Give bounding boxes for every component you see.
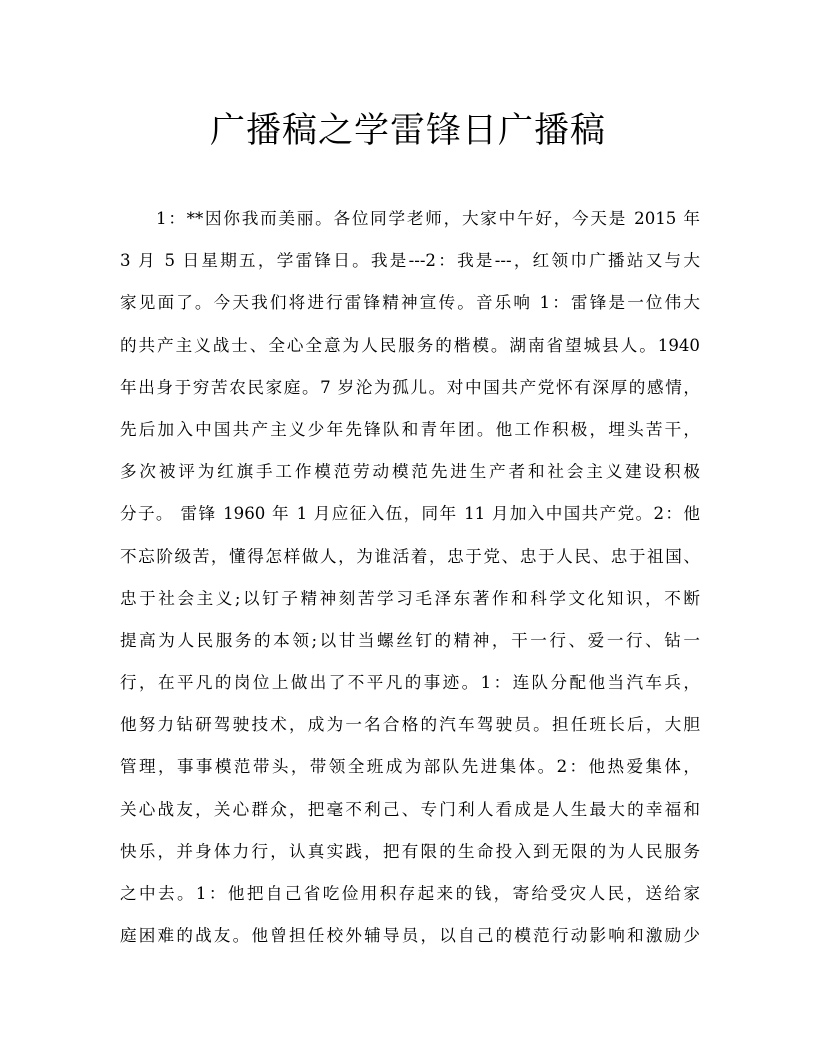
- body-line: 先后加入中国共产主义少年先锋队和青年团。他工作积极，埋头苦干，: [120, 419, 700, 439]
- body-line: 3 月 5 日星期五，学雷锋日。我是---2：我是---，红领巾广播站又与大: [120, 251, 700, 271]
- body-line: 的共产主义战士、全心全意为人民服务的楷模。湖南省望城县人。1940: [120, 335, 700, 355]
- body-line: 行，在平凡的岗位上做出了不平凡的事迹。1：连队分配他当汽车兵，: [120, 673, 700, 693]
- body-line: 他努力钻研驾驶技术，成为一名合格的汽车驾驶员。担任班长后，大胆: [120, 715, 700, 735]
- body-line: 关心战友，关心群众，把毫不利己、专门利人看成是人生最大的幸福和: [120, 799, 700, 819]
- body-line: 忠于社会主义;以钉子精神刻苦学习毛泽东著作和科学文化知识，不断: [120, 588, 700, 608]
- body-line: 管理，事事模范带头，带领全班成为部队先进集体。2：他热爱集体，: [120, 757, 700, 777]
- body-line: 家见面了。今天我们将进行雷锋精神宣传。音乐响 1：雷锋是一位伟大: [120, 293, 700, 313]
- body-line: 多次被评为红旗手工作模范劳动模范先进生产者和社会主义建设积极: [120, 462, 700, 482]
- document-title: 广播稿之学雷锋日广播稿: [209, 111, 606, 151]
- body-line: 1：**因你我而美丽。各位同学老师，大家中午好，今天是 2015 年: [156, 209, 700, 228]
- body-line: 庭困难的战友。他曾担任校外辅导员，以自己的模范行动影响和激励少: [120, 926, 700, 946]
- body-line: 快乐，并身体力行，认真实践，把有限的生命投入到无限的为人民服务: [120, 841, 700, 861]
- document-body: [120, 198, 700, 957]
- body-line: 提高为人民服务的本领;以甘当螺丝钉的精神，干一行、爱一行、钻一: [120, 630, 700, 650]
- body-line: 分子。 雷锋 1960 年 1 月应征入伍，同年 11 月加入中国共产党。2：他: [120, 504, 700, 524]
- body-line: 不忘阶级苦，懂得怎样做人，为谁活着，忠于党、忠于人民、忠于祖国、: [120, 546, 700, 566]
- body-line: 年出身于穷苦农民家庭。7 岁沦为孤儿。对中国共产党怀有深厚的感情，: [120, 377, 700, 397]
- body-line: 之中去。1：他把自己省吃俭用积存起来的钱，寄给受灾人民，送给家: [120, 884, 700, 903]
